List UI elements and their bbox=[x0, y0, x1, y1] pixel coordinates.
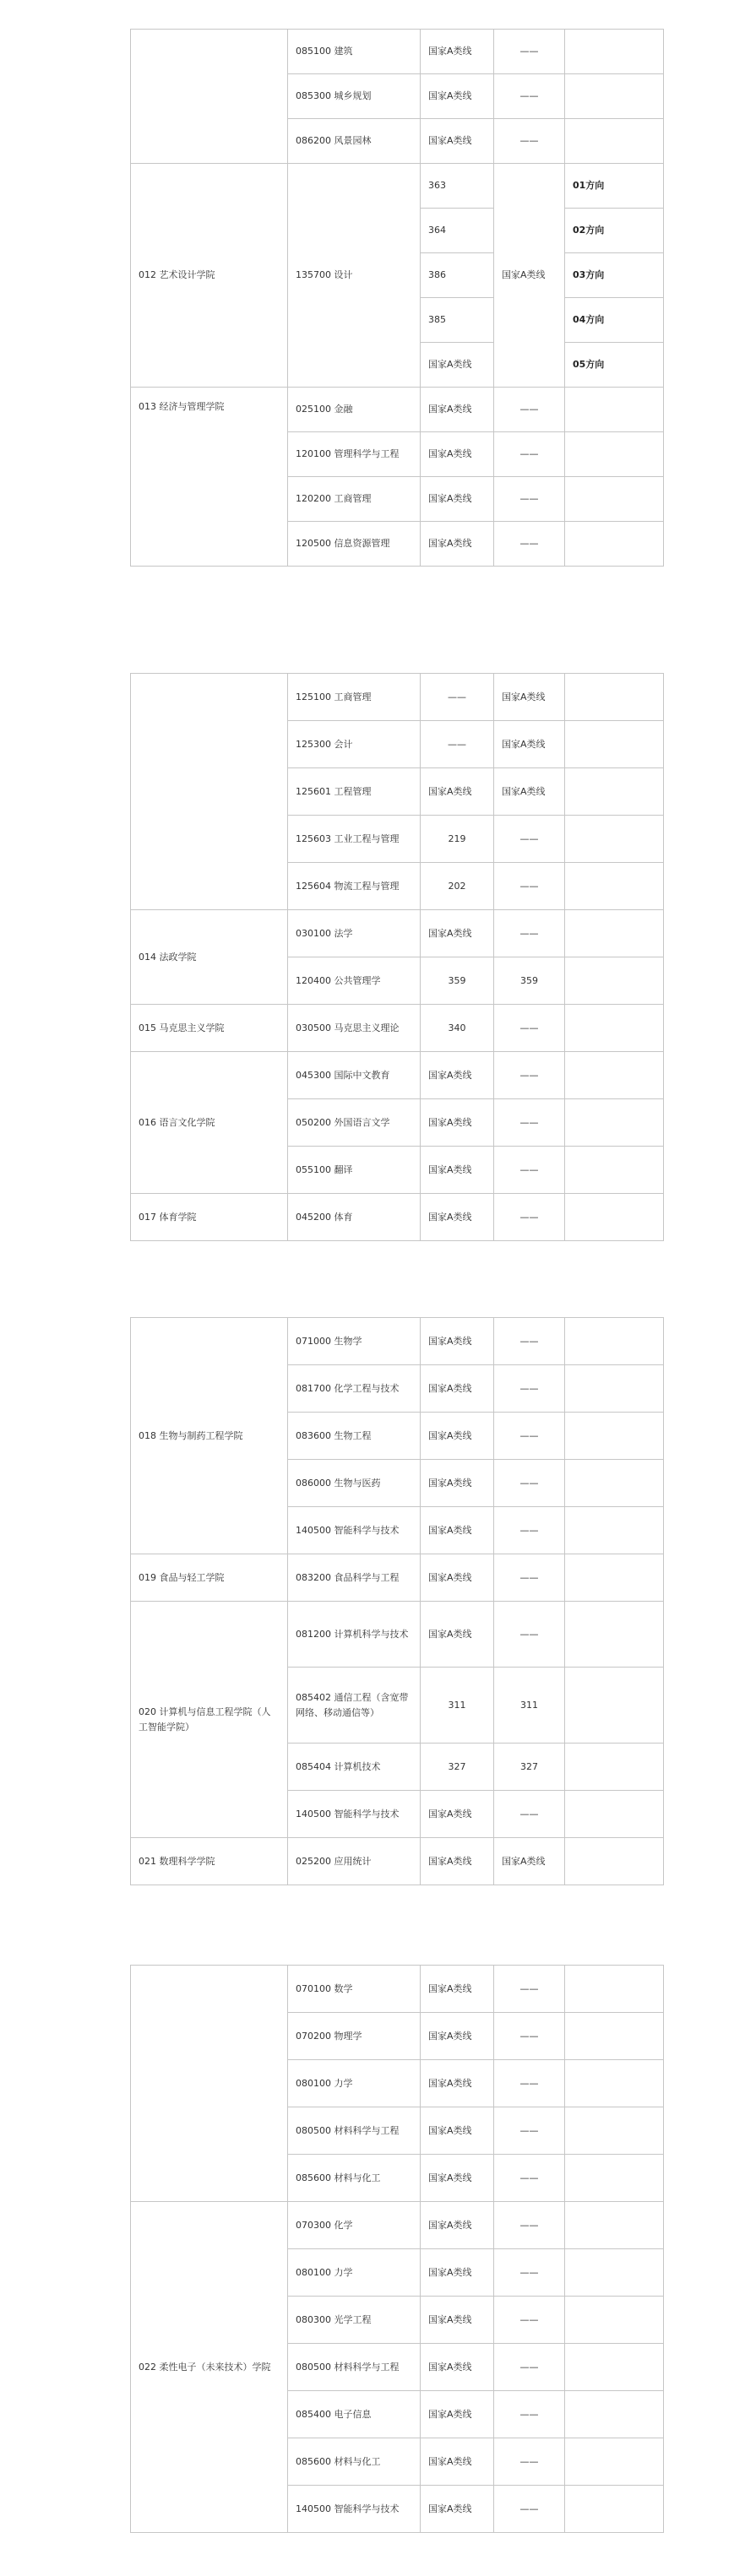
score-cell: 国家A类线 bbox=[421, 768, 494, 816]
score-cell: 国家A类线 bbox=[421, 1966, 494, 2013]
score-cell: 国家A类线 bbox=[494, 164, 565, 388]
major-cell: 080100 力学 bbox=[288, 2249, 421, 2297]
score-cell: —— bbox=[494, 1507, 565, 1554]
table-row bbox=[131, 1838, 664, 1885]
score-cell: 国家A类线 bbox=[421, 2155, 494, 2202]
major-cell: 120500 信息资源管理 bbox=[288, 522, 421, 567]
major-cell: 125604 物流工程与管理 bbox=[288, 863, 421, 910]
note-cell bbox=[565, 2155, 664, 2202]
score-cell: —— bbox=[494, 1052, 565, 1099]
admission-table-2 bbox=[130, 673, 664, 1241]
score-cell: 国家A类线 bbox=[421, 910, 494, 957]
score-cell: 国家A类线 bbox=[421, 2391, 494, 2438]
score-cell: 国家A类线 bbox=[494, 721, 565, 768]
direction-cell: 03方向 bbox=[565, 253, 664, 298]
score-cell: 国家A类线 bbox=[421, 388, 494, 432]
score-cell: —— bbox=[494, 2438, 565, 2486]
note-cell bbox=[565, 1099, 664, 1147]
score-cell: —— bbox=[494, 2249, 565, 2297]
score-cell: —— bbox=[494, 863, 565, 910]
table-row bbox=[131, 674, 664, 721]
college-cell: 022 柔性电子（未来技术）学院 bbox=[131, 2202, 288, 2533]
major-cell: 080500 材料科学与工程 bbox=[288, 2107, 421, 2155]
major-cell: 140500 智能科学与技术 bbox=[288, 2486, 421, 2533]
score-cell: 国家A类线 bbox=[421, 1791, 494, 1838]
college-cell: 019 食品与轻工学院 bbox=[131, 1554, 288, 1602]
note-cell bbox=[565, 1507, 664, 1554]
score-cell: 国家A类线 bbox=[421, 1099, 494, 1147]
major-cell: 070200 物理学 bbox=[288, 2013, 421, 2060]
score-cell: —— bbox=[494, 388, 565, 432]
note-cell bbox=[565, 1318, 664, 1365]
table-row bbox=[131, 1966, 664, 2013]
score-cell: 国家A类线 bbox=[421, 1413, 494, 1460]
score-cell: —— bbox=[494, 30, 565, 74]
college-cell: 020 计算机与信息工程学院（人工智能学院） bbox=[131, 1602, 288, 1838]
score-cell: 国家A类线 bbox=[421, 2438, 494, 2486]
score-cell: 国家A类线 bbox=[421, 2486, 494, 2533]
score-cell: 国家A类线 bbox=[421, 30, 494, 74]
note-cell bbox=[565, 2438, 664, 2486]
major-cell: 025100 金融 bbox=[288, 388, 421, 432]
score-cell: —— bbox=[494, 1147, 565, 1194]
major-cell: 083600 生物工程 bbox=[288, 1413, 421, 1460]
score-cell: 国家A类线 bbox=[421, 432, 494, 477]
note-cell bbox=[565, 1365, 664, 1413]
major-cell: 085402 通信工程（含宽带网络、移动通信等） bbox=[288, 1668, 421, 1744]
table-row bbox=[131, 388, 664, 432]
direction-cell: 05方向 bbox=[565, 343, 664, 388]
college-cell: 013 经济与管理学院 bbox=[131, 388, 288, 567]
major-cell: 045200 体育 bbox=[288, 1194, 421, 1241]
score-cell: —— bbox=[494, 74, 565, 119]
score-cell: —— bbox=[494, 1791, 565, 1838]
score-cell: 364 bbox=[421, 209, 494, 253]
note-cell bbox=[565, 2060, 664, 2107]
major-cell: 085300 城乡规划 bbox=[288, 74, 421, 119]
score-cell: 国家A类线 bbox=[421, 343, 494, 388]
major-cell: 055100 翻译 bbox=[288, 1147, 421, 1194]
major-cell: 140500 智能科学与技术 bbox=[288, 1791, 421, 1838]
college-cell: 012 艺术设计学院 bbox=[131, 164, 288, 388]
major-cell: 125300 会计 bbox=[288, 721, 421, 768]
note-cell bbox=[565, 816, 664, 863]
note-cell bbox=[565, 1413, 664, 1460]
score-cell: —— bbox=[494, 1460, 565, 1507]
score-cell: —— bbox=[494, 1318, 565, 1365]
score-cell: —— bbox=[494, 1005, 565, 1052]
score-cell: 国家A类线 bbox=[494, 674, 565, 721]
table-row bbox=[131, 30, 664, 74]
note-cell bbox=[565, 1052, 664, 1099]
major-cell: 125601 工程管理 bbox=[288, 768, 421, 816]
score-cell: 国家A类线 bbox=[421, 2107, 494, 2155]
major-cell: 081200 计算机科学与技术 bbox=[288, 1602, 421, 1668]
note-cell bbox=[565, 1147, 664, 1194]
major-cell: 140500 智能科学与技术 bbox=[288, 1507, 421, 1554]
note-cell bbox=[565, 2391, 664, 2438]
score-cell: 国家A类线 bbox=[421, 2249, 494, 2297]
note-cell bbox=[565, 388, 664, 432]
note-cell bbox=[565, 74, 664, 119]
table-row bbox=[131, 2202, 664, 2249]
note-cell bbox=[565, 1668, 664, 1744]
note-cell bbox=[565, 119, 664, 164]
note-cell bbox=[565, 910, 664, 957]
note-cell bbox=[565, 2013, 664, 2060]
score-cell: 国家A类线 bbox=[421, 522, 494, 567]
major-cell: 045300 国际中文教育 bbox=[288, 1052, 421, 1099]
score-cell: 327 bbox=[494, 1744, 565, 1791]
major-cell: 080500 材料科学与工程 bbox=[288, 2344, 421, 2391]
college-cell: 018 生物与制药工程学院 bbox=[131, 1318, 288, 1554]
score-cell: 359 bbox=[421, 957, 494, 1005]
table-row bbox=[131, 910, 664, 957]
score-cell: —— bbox=[494, 2297, 565, 2344]
score-cell: 国家A类线 bbox=[421, 2344, 494, 2391]
major-cell: 081700 化学工程与技术 bbox=[288, 1365, 421, 1413]
major-cell: 070300 化学 bbox=[288, 2202, 421, 2249]
major-cell: 086000 生物与医药 bbox=[288, 1460, 421, 1507]
note-cell bbox=[565, 1838, 664, 1885]
note-cell bbox=[565, 522, 664, 567]
score-cell: 340 bbox=[421, 1005, 494, 1052]
note-cell bbox=[565, 2107, 664, 2155]
note-cell bbox=[565, 1744, 664, 1791]
major-cell: 085400 电子信息 bbox=[288, 2391, 421, 2438]
score-cell: —— bbox=[494, 2107, 565, 2155]
score-cell: —— bbox=[494, 477, 565, 522]
score-cell: 311 bbox=[494, 1668, 565, 1744]
note-cell bbox=[565, 432, 664, 477]
score-cell: 国家A类线 bbox=[421, 1838, 494, 1885]
score-cell: —— bbox=[494, 432, 565, 477]
score-cell: 国家A类线 bbox=[421, 1052, 494, 1099]
score-cell: —— bbox=[494, 816, 565, 863]
major-cell: 120200 工商管理 bbox=[288, 477, 421, 522]
score-cell: 国家A类线 bbox=[421, 1194, 494, 1241]
score-cell: —— bbox=[494, 2486, 565, 2533]
score-cell: —— bbox=[421, 721, 494, 768]
score-cell: —— bbox=[494, 2060, 565, 2107]
note-cell bbox=[565, 957, 664, 1005]
college-cell bbox=[131, 674, 288, 910]
score-cell: 386 bbox=[421, 253, 494, 298]
table-row bbox=[131, 1602, 664, 1668]
score-cell: 国家A类线 bbox=[421, 1365, 494, 1413]
note-cell bbox=[565, 721, 664, 768]
note-cell bbox=[565, 1966, 664, 2013]
score-cell: 国家A类线 bbox=[421, 1602, 494, 1668]
score-cell: 国家A类线 bbox=[421, 1507, 494, 1554]
note-cell bbox=[565, 30, 664, 74]
major-cell: 050200 外国语言文学 bbox=[288, 1099, 421, 1147]
score-cell: 国家A类线 bbox=[494, 768, 565, 816]
major-cell: 080100 力学 bbox=[288, 2060, 421, 2107]
score-cell: —— bbox=[494, 2202, 565, 2249]
table-row bbox=[131, 1052, 664, 1099]
score-cell: 国家A类线 bbox=[421, 477, 494, 522]
note-cell bbox=[565, 1791, 664, 1838]
college-cell bbox=[131, 1966, 288, 2202]
major-cell: 135700 设计 bbox=[288, 164, 421, 388]
table-row bbox=[131, 164, 664, 209]
major-cell: 025200 应用统计 bbox=[288, 1838, 421, 1885]
note-cell bbox=[565, 2344, 664, 2391]
note-cell bbox=[565, 768, 664, 816]
score-cell: 国家A类线 bbox=[421, 74, 494, 119]
score-cell: —— bbox=[494, 2391, 565, 2438]
table-row bbox=[131, 1005, 664, 1052]
score-cell: —— bbox=[494, 1099, 565, 1147]
score-cell: 国家A类线 bbox=[421, 2060, 494, 2107]
note-cell bbox=[565, 2249, 664, 2297]
admission-table-3 bbox=[130, 1317, 664, 1885]
score-cell: —— bbox=[494, 1194, 565, 1241]
college-cell: 017 体育学院 bbox=[131, 1194, 288, 1241]
note-cell bbox=[565, 863, 664, 910]
score-cell: 国家A类线 bbox=[494, 1838, 565, 1885]
direction-cell: 01方向 bbox=[565, 164, 664, 209]
score-cell: 国家A类线 bbox=[421, 1554, 494, 1602]
note-cell bbox=[565, 1005, 664, 1052]
note-cell bbox=[565, 674, 664, 721]
score-cell: 国家A类线 bbox=[421, 119, 494, 164]
note-cell bbox=[565, 1554, 664, 1602]
note-cell bbox=[565, 2297, 664, 2344]
score-cell: —— bbox=[494, 1554, 565, 1602]
score-cell: 363 bbox=[421, 164, 494, 209]
major-cell: 120100 管理科学与工程 bbox=[288, 432, 421, 477]
major-cell: 071000 生物学 bbox=[288, 1318, 421, 1365]
major-cell: 120400 公共管理学 bbox=[288, 957, 421, 1005]
major-cell: 083200 食品科学与工程 bbox=[288, 1554, 421, 1602]
score-cell: —— bbox=[494, 1966, 565, 2013]
score-cell: 385 bbox=[421, 298, 494, 343]
score-cell: 国家A类线 bbox=[421, 2013, 494, 2060]
note-cell bbox=[565, 477, 664, 522]
score-cell: —— bbox=[494, 1602, 565, 1668]
score-cell: 国家A类线 bbox=[421, 1318, 494, 1365]
score-cell: 国家A类线 bbox=[421, 1147, 494, 1194]
major-cell: 085100 建筑 bbox=[288, 30, 421, 74]
direction-cell: 02方向 bbox=[565, 209, 664, 253]
table-row bbox=[131, 1554, 664, 1602]
major-cell: 085404 计算机技术 bbox=[288, 1744, 421, 1791]
major-cell: 085600 材料与化工 bbox=[288, 2155, 421, 2202]
score-cell: —— bbox=[494, 1413, 565, 1460]
major-cell: 070100 数学 bbox=[288, 1966, 421, 2013]
score-cell: 219 bbox=[421, 816, 494, 863]
note-cell bbox=[565, 1602, 664, 1668]
table-row bbox=[131, 1194, 664, 1241]
admission-table-1 bbox=[130, 29, 664, 567]
note-cell bbox=[565, 1194, 664, 1241]
score-cell: —— bbox=[421, 674, 494, 721]
table-row bbox=[131, 1318, 664, 1365]
note-cell bbox=[565, 1460, 664, 1507]
direction-cell: 04方向 bbox=[565, 298, 664, 343]
note-cell bbox=[565, 2202, 664, 2249]
college-cell: 021 数理科学学院 bbox=[131, 1838, 288, 1885]
score-cell: —— bbox=[494, 2013, 565, 2060]
score-cell: —— bbox=[494, 119, 565, 164]
college-cell: 016 语言文化学院 bbox=[131, 1052, 288, 1194]
college-cell: 015 马克思主义学院 bbox=[131, 1005, 288, 1052]
score-cell: —— bbox=[494, 910, 565, 957]
score-cell: 327 bbox=[421, 1744, 494, 1791]
major-cell: 085600 材料与化工 bbox=[288, 2438, 421, 2486]
score-cell: —— bbox=[494, 2344, 565, 2391]
score-cell: 311 bbox=[421, 1668, 494, 1744]
college-cell: 014 法政学院 bbox=[131, 910, 288, 1005]
admission-table-4 bbox=[130, 1965, 664, 2533]
score-cell: —— bbox=[494, 522, 565, 567]
score-cell: —— bbox=[494, 1365, 565, 1413]
major-cell: 086200 风景园林 bbox=[288, 119, 421, 164]
major-cell: 030100 法学 bbox=[288, 910, 421, 957]
score-cell: 359 bbox=[494, 957, 565, 1005]
college-cell bbox=[131, 30, 288, 164]
score-cell: 202 bbox=[421, 863, 494, 910]
score-cell: 国家A类线 bbox=[421, 1460, 494, 1507]
major-cell: 030500 马克思主义理论 bbox=[288, 1005, 421, 1052]
score-cell: 国家A类线 bbox=[421, 2202, 494, 2249]
score-cell: 国家A类线 bbox=[421, 2297, 494, 2344]
major-cell: 125100 工商管理 bbox=[288, 674, 421, 721]
note-cell bbox=[565, 2486, 664, 2533]
score-cell: —— bbox=[494, 2155, 565, 2202]
major-cell: 080300 光学工程 bbox=[288, 2297, 421, 2344]
major-cell: 125603 工业工程与管理 bbox=[288, 816, 421, 863]
